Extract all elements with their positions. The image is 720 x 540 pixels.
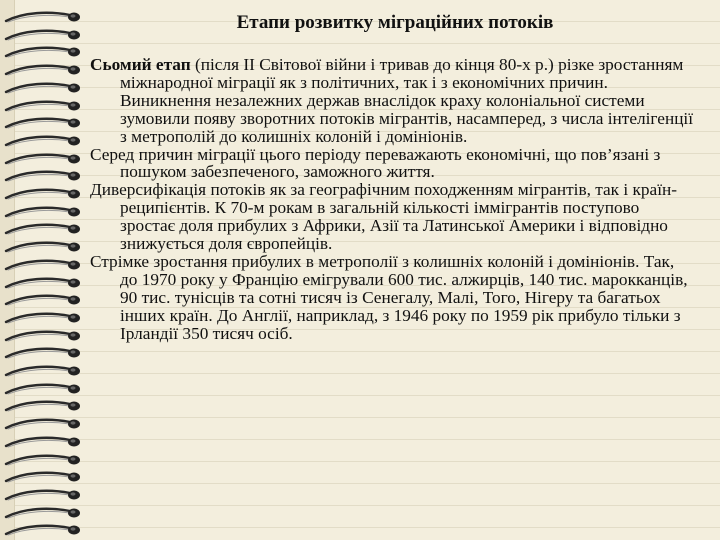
spiral-binding-rings-icon bbox=[4, 10, 84, 24]
spiral-binding-rings-icon bbox=[4, 45, 84, 59]
spiral-binding-rings-icon bbox=[4, 346, 84, 360]
paragraph-stage-seven bbox=[90, 56, 694, 146]
spiral-binding-rings-icon bbox=[4, 152, 84, 166]
paragraph-text: Диверсифікація потоків як за географічним походженням мігрантів, так і країн-реципієнтів. К 70-м рокам в загальній кількості іммігрантів поступово зростає доля прибулих з Африки, Азії та Латинської Америки і відповідно знижується доля європейців. bbox=[90, 180, 678, 254]
paragraph-metropolis-growth bbox=[90, 253, 694, 343]
paragraph-text: Стрімке зростання прибулих в метрополії з колишніх колоній і домініонів. Так, до 1970 року у Францію емігрували 600 тис. алжирців, 140 тис. марокканців, 90 тис. тунісців та сотні тисяч із Сенегалу, Малі, Того, Нігеру та багатьох інших країн. До Англії, наприклад, з 1946 року по 1959 рік прибуло тільки з Ірландії 350 тисяч осіб. bbox=[90, 251, 688, 343]
spiral-binding-rings-icon bbox=[4, 134, 84, 148]
spiral-binding-rings-icon bbox=[4, 222, 84, 236]
spiral-binding-rings-icon bbox=[4, 523, 84, 537]
slide-content bbox=[90, 56, 694, 343]
spiral-binding-rings-icon bbox=[4, 506, 84, 520]
spiral-binding-rings-icon bbox=[4, 399, 84, 413]
spiral-binding-rings-icon bbox=[4, 258, 84, 272]
spiral-binding-rings-icon bbox=[4, 99, 84, 113]
paragraph-diversification bbox=[90, 181, 694, 253]
spiral-binding-rings-icon bbox=[4, 205, 84, 219]
spiral-binding-rings-icon bbox=[4, 63, 84, 77]
spiral-binding-rings-icon bbox=[4, 470, 84, 484]
spiral-binding-rings-icon bbox=[4, 417, 84, 431]
spiral-binding-rings-icon bbox=[4, 382, 84, 396]
paragraph-text: (після II Світової війни і тривав до кінця 80-х р.) різке зростанням міжнародної міграції як з політичних, так і з економічних причин. Виникнення незалежних держав внаслідок краху колоніальної системи зумовили появу зворотних потоків мігрантів, насамперед, з числа інтелігенції з метрополій до колишніх колоній і домініонів. bbox=[120, 55, 694, 146]
spiral-binding-rings-icon bbox=[4, 240, 84, 254]
spiral-binding-rings-icon bbox=[4, 116, 84, 130]
paragraph-text: Серед причин міграції цього періоду переважають економічні, що пов’язані з пошуком забезпеченого, заможного життя. bbox=[90, 144, 661, 182]
spiral-binding-rings-icon bbox=[4, 311, 84, 325]
paragraph-migration-causes bbox=[90, 146, 694, 182]
slide-title: Етапи розвитку міграційних потоків bbox=[236, 12, 554, 33]
spiral-binding-rings-icon bbox=[4, 293, 84, 307]
spiral-binding-rings-icon bbox=[4, 276, 84, 290]
spiral-binding-rings-icon bbox=[4, 81, 84, 95]
spiral-binding-rings-icon bbox=[4, 364, 84, 378]
spiral-binding-rings-icon bbox=[4, 28, 84, 42]
spiral-binding-rings-icon bbox=[4, 169, 84, 183]
spiral-binding-rings-icon bbox=[4, 329, 84, 343]
spiral-binding-rings-icon bbox=[4, 453, 84, 467]
spiral-binding-rings-icon bbox=[4, 488, 84, 502]
spiral-binding-rings-icon bbox=[4, 435, 84, 449]
paragraph-lead: Сьомий етап bbox=[90, 55, 191, 74]
spiral-binding bbox=[4, 10, 84, 535]
spiral-binding-rings-icon bbox=[4, 187, 84, 201]
